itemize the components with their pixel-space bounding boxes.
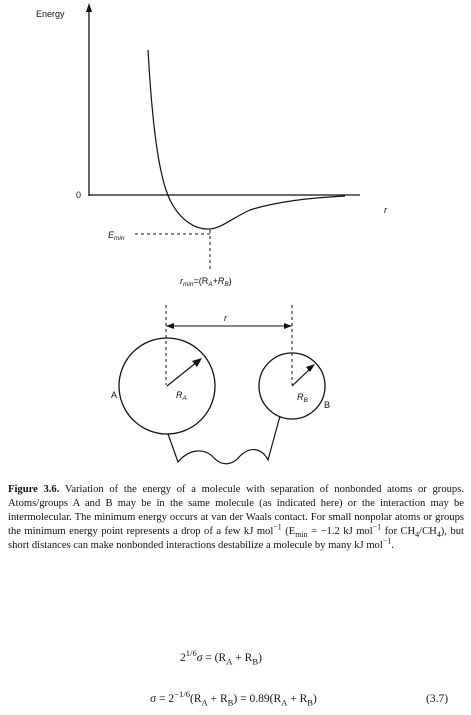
separation-arrowhead-right <box>284 323 292 329</box>
energy-plot <box>36 3 388 288</box>
radius-b-arrow <box>292 368 311 386</box>
caption-sub: 4 <box>415 530 420 540</box>
caption-sup: −1 <box>382 536 392 546</box>
caption-sub: min <box>295 530 308 540</box>
emin-label: $E_{min}$ <box>108 230 125 242</box>
y-axis-arrow <box>86 3 92 12</box>
caption-text: (E <box>281 526 296 537</box>
equation-2: $\sigma = 2^{-1/6}(R_A + R_B) = 0.89(R_A + R_B)$ <box>150 689 317 708</box>
caption-text: = −1.2 kJ mol <box>307 526 373 537</box>
caption-text: /CH <box>419 526 437 537</box>
x-axis-label: r <box>384 205 387 215</box>
zero-label: 0 <box>76 190 82 200</box>
equation-1: $2^{1/6}\sigma = (R_A + R_B)$ <box>180 648 262 667</box>
radius-a-label: $R_A$ <box>176 390 187 402</box>
figure-number: Figure 3.6. <box>8 484 60 495</box>
figure-caption <box>8 483 464 553</box>
caption-text: . <box>391 540 394 551</box>
radius-a-arrow <box>167 362 197 386</box>
separation-label: r <box>224 313 227 323</box>
energy-curve <box>148 50 345 229</box>
radius-a-arrowhead <box>192 358 202 367</box>
atom-b-label: B <box>324 400 331 410</box>
caption-sup: −1 <box>273 522 282 532</box>
caption-sup: −1 <box>372 522 382 532</box>
atom-a-label: A <box>111 390 118 400</box>
equation-number: (3.7) <box>426 693 449 705</box>
molecule-backbone <box>168 416 280 464</box>
caption-text: for CH <box>381 526 416 537</box>
separation-arrowhead-left <box>166 323 174 329</box>
rmin-label: $r_{min}=(R_A+R_B)$ <box>180 276 232 288</box>
y-axis-label: Energy <box>36 9 65 19</box>
caption-text: Variation of the energy of a molecule with separation of nonbonded atoms or groups. Atoms/groups A and B may be in the same molecule (as indicated here) or the interaction may be intermolecular. The minimum energy occurs at van der Waals contact. For small nonpolar atoms or groups the minimum energy point represents a drop of a few kJ mol <box>8 484 464 537</box>
atoms-diagram <box>111 305 330 464</box>
radius-b-label: $R_B$ <box>297 392 308 404</box>
caption-text: ), but short distances can make nonbonded interactions destabilize a molecule by many kJ mol <box>8 526 464 551</box>
caption-sub: 4 <box>436 530 441 540</box>
